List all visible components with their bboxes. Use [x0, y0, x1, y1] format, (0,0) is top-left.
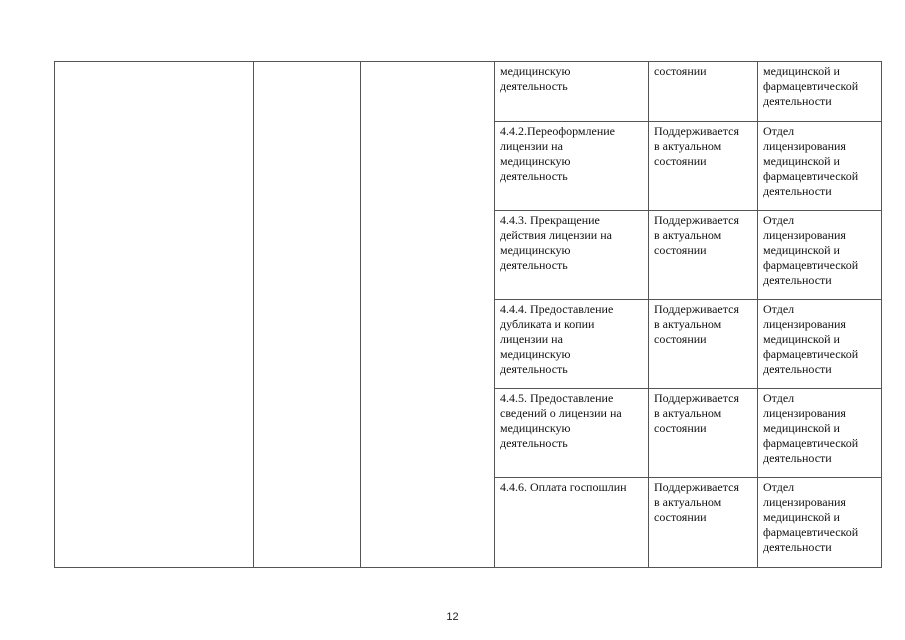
department-cell: Отдел лицензирования медицинской и фармацевтической деятельности — [758, 478, 882, 568]
service-cell: 4.4.3. Прекращение действия лицензии на медицинскую деятельность — [495, 211, 649, 300]
department-cell: Отдел лицензирования медицинской и фармацевтической деятельности — [758, 211, 882, 300]
service-cell: медицинскую деятельность — [495, 62, 649, 122]
page-number: 12 — [446, 611, 459, 623]
empty-cell-col2 — [254, 62, 361, 568]
status-cell: состоянии — [649, 62, 758, 122]
empty-cell-col3 — [361, 62, 495, 568]
status-cell: Поддерживается в актуальном состоянии — [649, 478, 758, 568]
department-cell: Отдел лицензирования медицинской и фармацевтической деятельности — [758, 122, 882, 211]
empty-cell-col1 — [55, 62, 254, 568]
status-cell: Поддерживается в актуальном состоянии — [649, 122, 758, 211]
status-cell: Поддерживается в актуальном состоянии — [649, 389, 758, 478]
department-cell: Отдел лицензирования медицинской и фармацевтической деятельности — [758, 300, 882, 389]
status-cell: Поддерживается в актуальном состоянии — [649, 300, 758, 389]
service-cell: 4.4.5. Предоставление сведений о лицензии на медицинскую деятельность — [495, 389, 649, 478]
service-cell: 4.4.2.Переоформление лицензии на медицинскую деятельность — [495, 122, 649, 211]
service-cell: 4.4.4. Предоставление дубликата и копии лицензии на медицинскую деятельность — [495, 300, 649, 389]
table-row — [55, 62, 882, 122]
service-cell: 4.4.6. Оплата госпошлин — [495, 478, 649, 568]
status-cell: Поддерживается в актуальном состоянии — [649, 211, 758, 300]
services-table — [54, 61, 882, 568]
department-cell: медицинской и фармацевтической деятельности — [758, 62, 882, 122]
department-cell: Отдел лицензирования медицинской и фармацевтической деятельности — [758, 389, 882, 478]
